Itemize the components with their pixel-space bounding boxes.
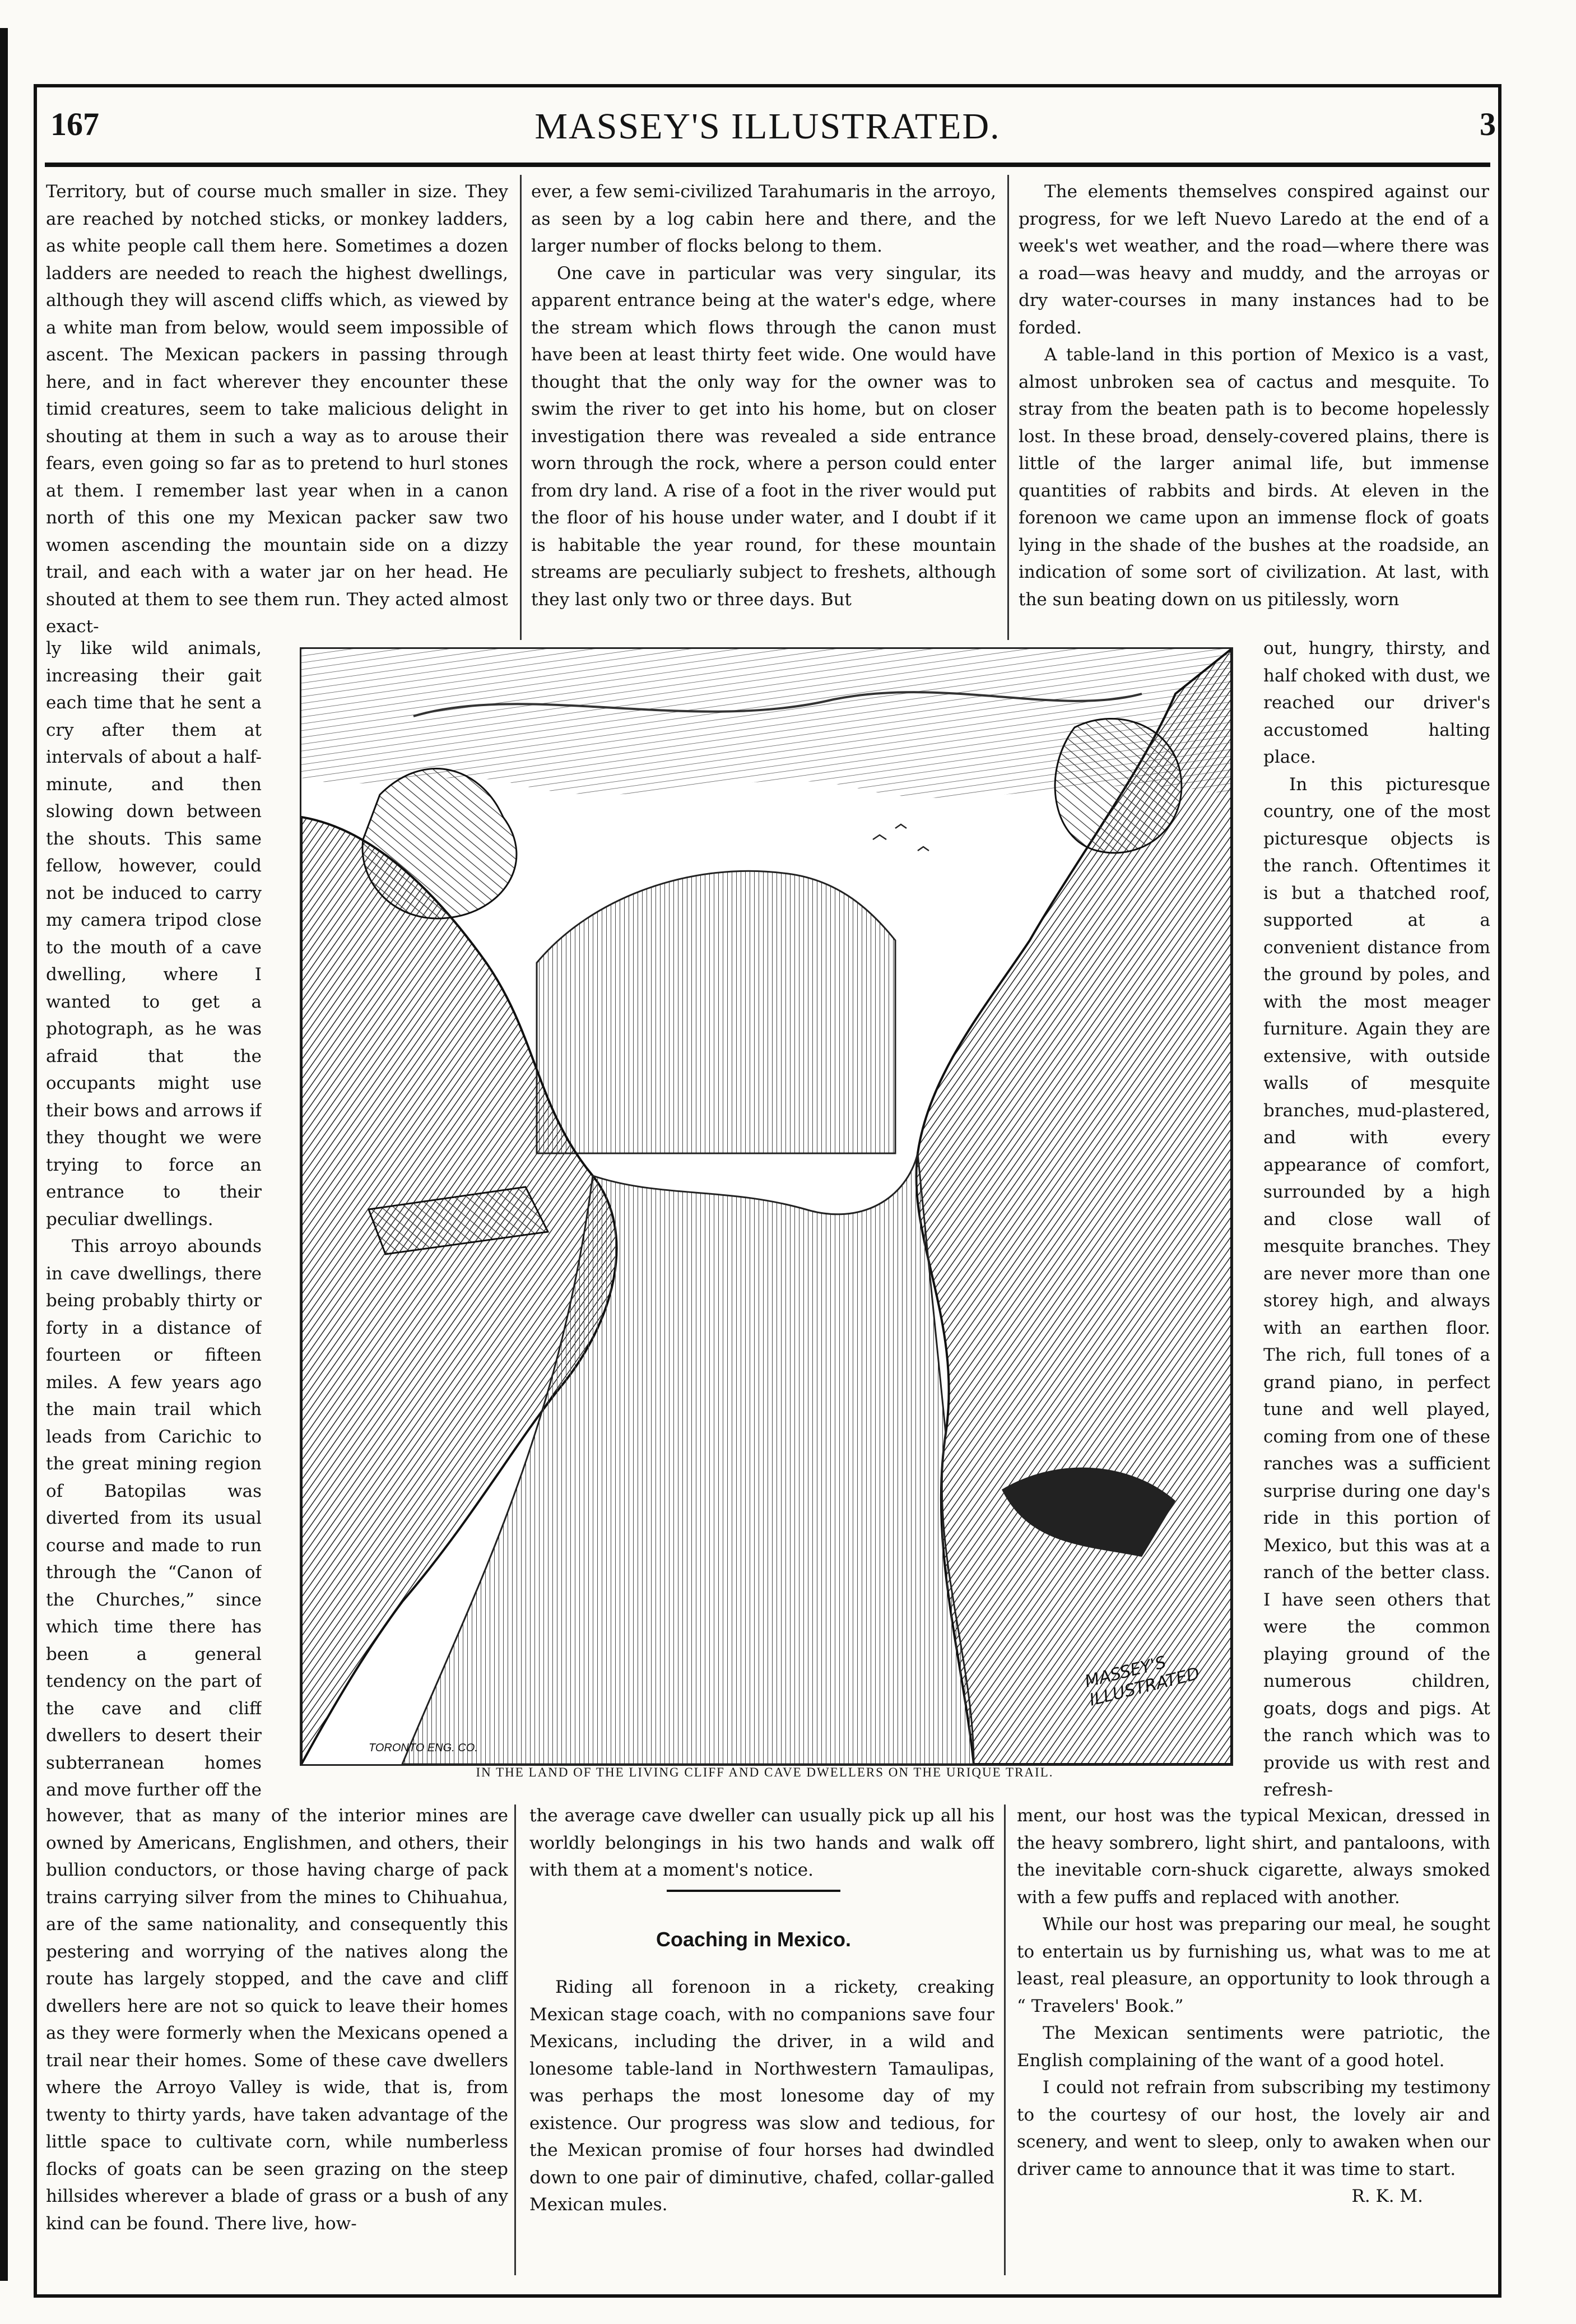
frame-top-rule <box>34 84 1501 87</box>
paragraph: In this picturesque country, one of the most picturesque objects is the ranch. Oftentimes it is but a thatched roof, supported at a convenient distance from the ground by poles, and with the most meager furniture. Again they are extensive, with outside walls of mesquite branches, mud-plastered, and with every appearance of comfort, surrounded by a high and close wall of mesquite branches. They are never more than one storey high, and always with an earthen floor. The rich, full tones of a grand piano, in perfect tune and well played, coming from one of these ranches was a sufficient surprise during one day's ride in this portion of Mexico, but this was at a ranch of the better class. I have seen others that were the common playing ground of the numerous children, goats, dogs and pigs. At the ranch which was to provide us with rest and refresh- <box>1263 774 1490 1800</box>
paragraph: ly like wild animals, increasing their gait each time that he sent a cry after them at intervals of about a half-minute, and then slowing down between the shouts. This same fellow, however, could not be induced to carry my camera tripod close to the mouth of a cave dwelling, where I wanted to get a photograph, as he was afraid that the occupants might use their bows and arrows if they thought we were trying to force an entrance to their peculiar dwellings. <box>46 638 262 1230</box>
right-column-top <box>1019 178 1489 641</box>
left-column-top <box>46 178 508 641</box>
page-header <box>39 105 1496 161</box>
middle-column-top <box>531 178 996 641</box>
section-heading: Coaching in Mexico. <box>655 1928 852 1951</box>
paragraph: ment, our host was the typical Mexican, dressed in the heavy sombrero, light shirt, and pantaloons, with the inevitable corn-shuck cigarette, always smoked with a few puffs and replaced with another. <box>1017 1806 1490 1908</box>
middle-section-body <box>529 1974 994 2276</box>
paragraph: This arroyo abounds in cave dwellings, there being probably thirty or forty in a distance of fourteen or fifteen miles. A few years ago the main trail which leads from Carichic to the great mining region of Batopilas was diverted from its usual course and made to run through the “Canon of the Churches,” since which time there has been a general tendency on the part of the cave and cliff dwellers to desert their subterranean homes and move further off the <box>46 1236 262 1800</box>
publisher-signature-mark: MASSEY'S ILLUSTRATED <box>1082 1652 1202 1710</box>
column-divider-right-bottom <box>1004 1805 1006 2275</box>
paragraph: I could not refrain from subscribing my testimony to the courtesy of our host, the lovely air and scenery, and went to sleep, only to awaken when our driver came to announce that it was time to start. <box>1017 2077 1490 2179</box>
paragraph: the average cave dweller can usually pick up all his worldly belongings in his two hands and walk off with them at a moment's notice. <box>529 1806 994 1880</box>
paragraph: Riding all forenoon in a rickety, creaking Mexican stage coach, with no companions save four Mexicans, including the driver, in a wild and lonesome table-land in Northwestern Tamaulipas, was perhaps the most lonesome day of my existence. Our progress was slow and tedious, for the Mexican promise of four horses had dwindled down to one pair of diminutive, chafed, collar-galled Mexican mules. <box>529 1977 994 2215</box>
canyon-engraving <box>300 647 1233 1766</box>
column-divider-right-top <box>1007 175 1009 640</box>
frame-left-rule <box>34 84 37 2298</box>
right-column-narrow <box>1263 635 1490 1803</box>
paragraph: A table-land in this portion of Mexico is a vast, almost unbroken sea of cactus and mesquite. To stray from the beaten path is to become hopelessly lost. In these broad, densely-covered plains, there is little of the larger animal life, but immense quantities of rabbits and birds. At eleven in the forenoon we came upon an immense flock of goats lying in the shade of the bushes at the roadside, an indication of some sort of civilization. At last, with the sun beating down on us pitilessly, worn <box>1019 345 1489 610</box>
left-page-edge <box>0 28 8 2281</box>
frame-right-rule <box>1498 84 1501 2298</box>
paragraph: One cave in particular was very singular, its apparent entrance being at the water's edge, where the stream which flows through the canon must have been at least thirty feet wide. One would have thought that the only way for the owner was to swim the river to get into his home, but on closer investigation there was revealed a side entrance worn through the rock, where a person could enter from dry land. A rise of a foot in the river would put the floor of his house under water, and I doubt if it is habitable the year round, for these mountain streams are peculiarly subject to freshets, although they last only two or three days. But <box>531 263 996 610</box>
engraver-mark: TORONTO ENG. CO. <box>369 1742 478 1754</box>
header-rule <box>45 163 1490 167</box>
paragraph: ever, a few semi-civilized Tarahumaris in the arroyo, as seen by a log cabin here and there, and the larger number of flocks belong to them. <box>531 182 996 256</box>
section-divider-rule <box>667 1890 840 1892</box>
frame-bottom-rule <box>34 2294 1501 2298</box>
paragraph: however, that as many of the interior mines are owned by Americans, Englishmen, and others, their bullion conductors, or those having charge of pack trains carrying silver from the mines to Chihuahua, are of the same nationality, and consequently this pestering and worrying of the natives along the route has largely stopped, and the cave and cliff dwellers here are not so quick to leave their homes as they were formerly when the Mexicans opened a trail near their homes. Some of these cave dwellers where the Arroyo Valley is wide, that is, from twenty to thirty yards, have taken advantage of the little space to cultivate corn, while numberless flocks of goats can be seen grazing on the steep hillsides wherever a blade of grass or a bush of any kind can be found. There live, how- <box>46 1806 508 2234</box>
column-divider-left-top <box>520 175 522 640</box>
page-number: 167 <box>50 106 99 142</box>
left-column-bottom <box>46 1802 508 2279</box>
column-divider-left-bottom <box>514 1805 516 2275</box>
left-column-narrow <box>46 635 262 1803</box>
illustration-caption: IN THE LAND OF THE LIVING CLIFF AND CAVE DWELLERS ON THE URIQUE TRAIL. <box>476 1765 1054 1779</box>
paragraph: out, hungry, thirsty, and half choked with dust, we reached our driver's accustomed halting place. <box>1263 638 1490 767</box>
middle-column-bottom <box>529 1802 994 1892</box>
paragraph: The Mexican sentiments were patriotic, the English complaining of the want of a good hotel. <box>1017 2023 1490 2071</box>
paragraph: Territory, but of course much smaller in size. They are reached by notched sticks, or monkey ladders, as white people call them here. Sometimes a dozen ladders are needed to reach the highest dwellings, although they will ascend cliffs which, as viewed by a white man from below, would seem impossible of ascent. The Mexican packers in passing through here, and in fact wherever they encounter these timid creatures, seem to take malicious delight in shouting at them in such a way as to arouse their fears, even going so far as to pretend to hurl stones at them. I remember last year when in a canon north of this one my Mexican packer saw two women ascending the mountain side on a dizzy trail, and each with a water jar on her head. He shouted at them to see them run. They acted almost exact- <box>46 182 508 637</box>
paragraph: While our host was preparing our meal, he sought to entertain us by furnishing us, what was to me at least, real pleasure, an opportunity to look through a “ Travelers' Book.” <box>1017 1914 1490 2016</box>
canyon-engraving-art <box>301 649 1231 1764</box>
author-signature: R. K. M. <box>1351 2186 1423 2206</box>
sheet-number: 3 <box>1480 106 1496 142</box>
right-column-bottom <box>1017 1802 1490 2279</box>
masthead-title: MASSEY'S ILLUSTRATED. <box>534 106 1001 147</box>
paragraph: The elements themselves conspired against our progress, for we left Nuevo Laredo at the end of a week's wet weather, and the road—where there was a road—was heavy and muddy, and the arroyas or dry water-courses in many instances had to be forded. <box>1019 182 1489 338</box>
